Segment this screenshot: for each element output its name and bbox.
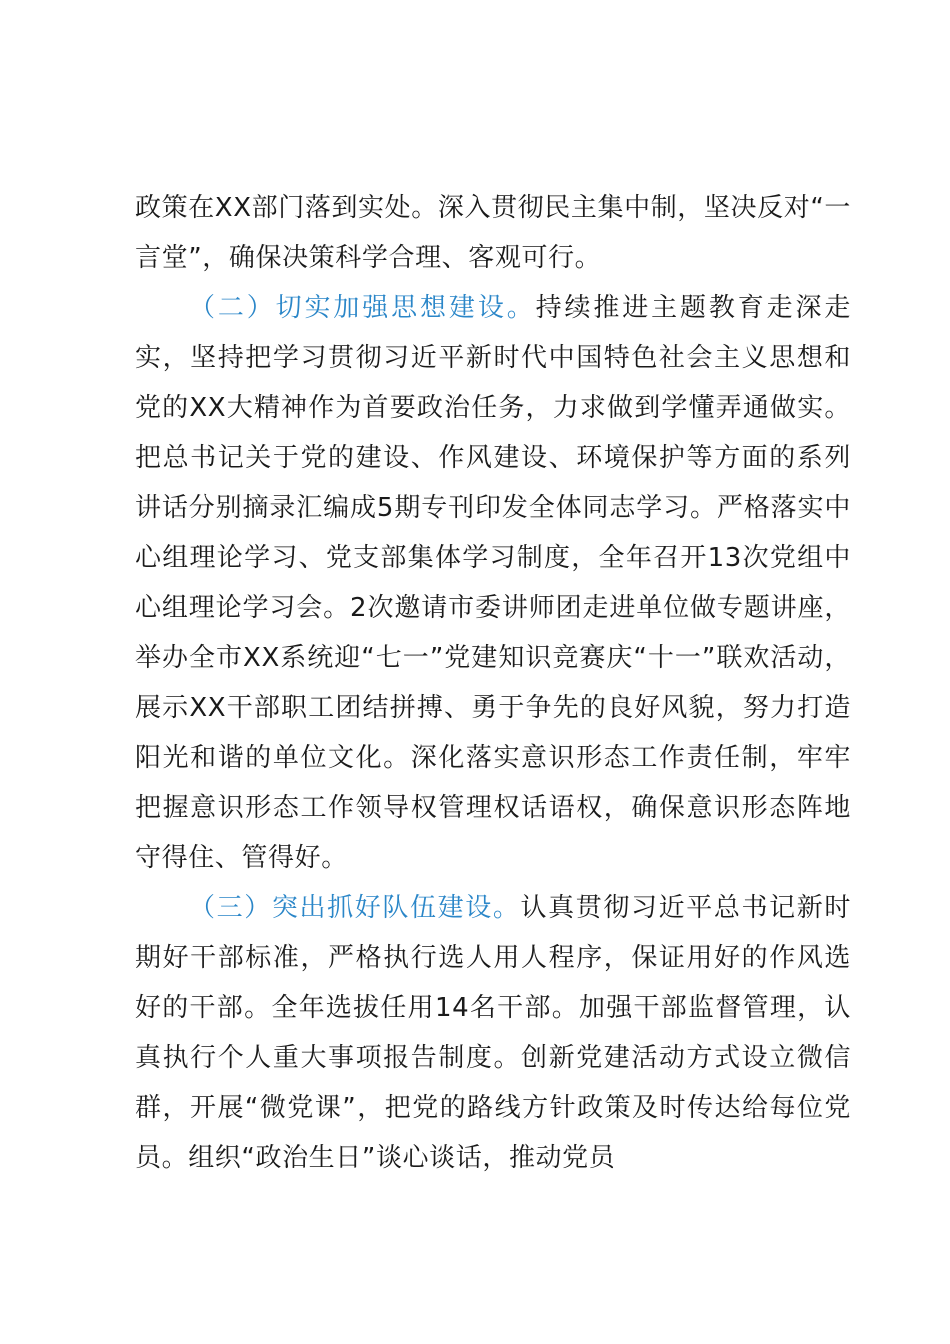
paragraph-text: 持续推进主题教育走深走实，坚持把学习贯彻习近平新时代中国特色社会主义思想和党的XX大精神作为首要政治任务，力求做到学懂弄通做实。把总书记关于党的建设、作风建设、环境保护等方面的系列讲话分别摘录汇编成5期专刊印发全体同志学习。严格落实中心组理论学习、党支部集体学习制度，全年召开13次党组中心组理论学习会。2次邀请市委讲师团走进单位做专题讲座，举办全市XX系统迎“七一”党建知识竞赛庆“十一”联欢活动，展示XX干部职工团结拼搏、勇于争先的良好风貌，努力打造阳光和谐的单位文化。深化落实意识形态工作责任制，牢牢把握意识形态工作领导权管理权话语权，确保意识形态阵地守得住、管得好。 [135,293,851,873]
paragraph-continuation [135,183,851,283]
paragraph-ideology-building [135,283,851,883]
paragraph-text: 认真贯彻习近平总书记新时期好干部标准，严格执行选人用人程序，保证用好的作风选好的干部。全年选拔任用14名干部。加强干部监督管理，认真执行个人重大事项报告制度。创新党建活动方式设立微信群，开展“微党课”，把党的路线方针政策及时传达给每位党员。组织“政治生日”谈心谈话，推动党员 [135,893,851,1173]
paragraph-team-building [135,883,851,1183]
paragraph-text: 政策在XX部门落到实处。深入贯彻民主集中制，坚决反对“一言堂”，确保决策科学合理、客观可行。 [135,193,851,273]
section-heading-3: （三）突出抓好队伍建设。 [189,893,521,923]
section-heading-2: （二）切实加强思想建设。 [189,293,536,323]
document-body [135,183,851,1183]
